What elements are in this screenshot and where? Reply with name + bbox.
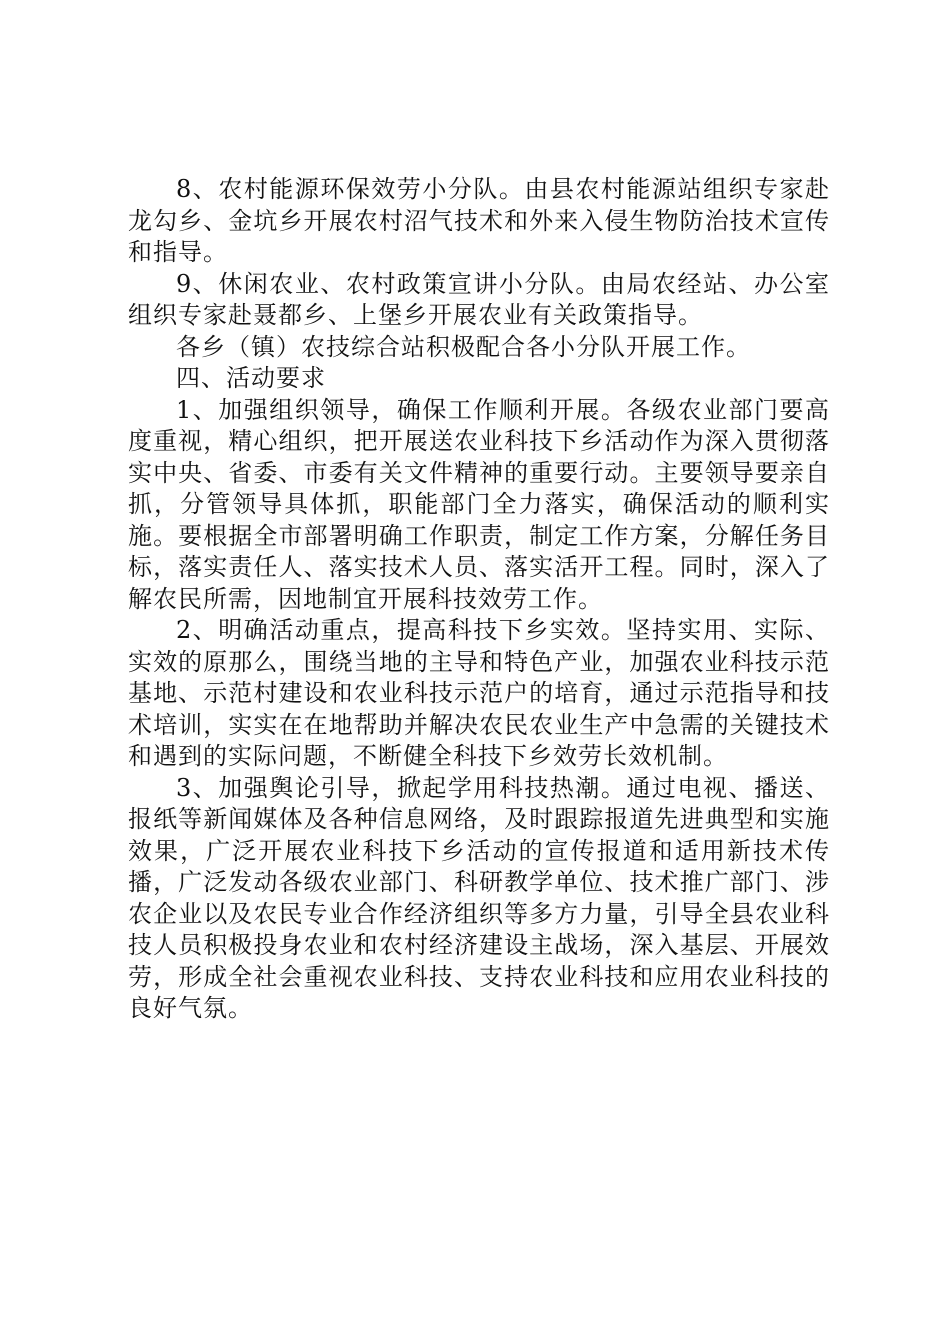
paragraph-township-cooperation: 各乡（镇）农技综合站积极配合各小分队开展工作。 xyxy=(176,332,751,361)
paragraph-energy-team: 8、农村能源环保效劳小分队。由县农村能源站组织专家赴龙勾乡、金坑乡开展农村沼气技术和外来入侵生物防治技术宣传和指导。 xyxy=(128,175,830,266)
paragraph-policy-team: 9、休闲农业、农村政策宣讲小分队。由局农经站、办公室组织专家赴聂都乡、上堡乡开展农业有关政策指导。 xyxy=(128,269,830,329)
paragraph-requirement-3: 3、加强舆论引导，掀起学用科技热潮。通过电视、播送、报纸等新闻媒体及各种信息网络，及时跟踪报道先进典型和实施效果，广泛开展农业科技下乡活动的宣传报道和适用新技术传播，广泛发动各级农业部门、科研教学单位、技术推广部门、涉农企业以及农民专业合作经济组织等多方力量，引导全县农业科技人员积极投身农业和农村经济建设主战场，深入基层、开展效劳，形成全社会重视农业科技、支持农业科技和应用农业科技的良好气氛。 xyxy=(128,773,830,1022)
paragraph-requirement-1: 1、加强组织领导，确保工作顺利开展。各级农业部门要高度重视，精心组织，把开展送农业科技下乡活动作为深入贯彻落实中央、省委、市委有关文件精神的重要行动。主要领导要亲自抓，分管领导具体抓，职能部门全力落实，确保活动的顺利实施。要根据全市部署明确工作职责，制定工作方案，分解任务目标，落实责任人、落实技术人员、落实活开工程。同时，深入了解农民所需，因地制宜开展科技效劳工作。 xyxy=(128,395,830,613)
document-body xyxy=(128,174,830,1025)
paragraph-requirement-2: 2、明确活动重点，提高科技下乡实效。坚持实用、实际、实效的原那么，围绕当地的主导和特色产业，加强农业科技示范基地、示范村建设和农业科技示范户的培育，通过示范指导和技术培训，实实在在地帮助并解决农民农业生产中急需的关键技术和遇到的实际问题，不断健全科技下乡效劳长效机制。 xyxy=(128,616,830,770)
section-heading-requirements: 四、活动要求 xyxy=(176,364,326,392)
